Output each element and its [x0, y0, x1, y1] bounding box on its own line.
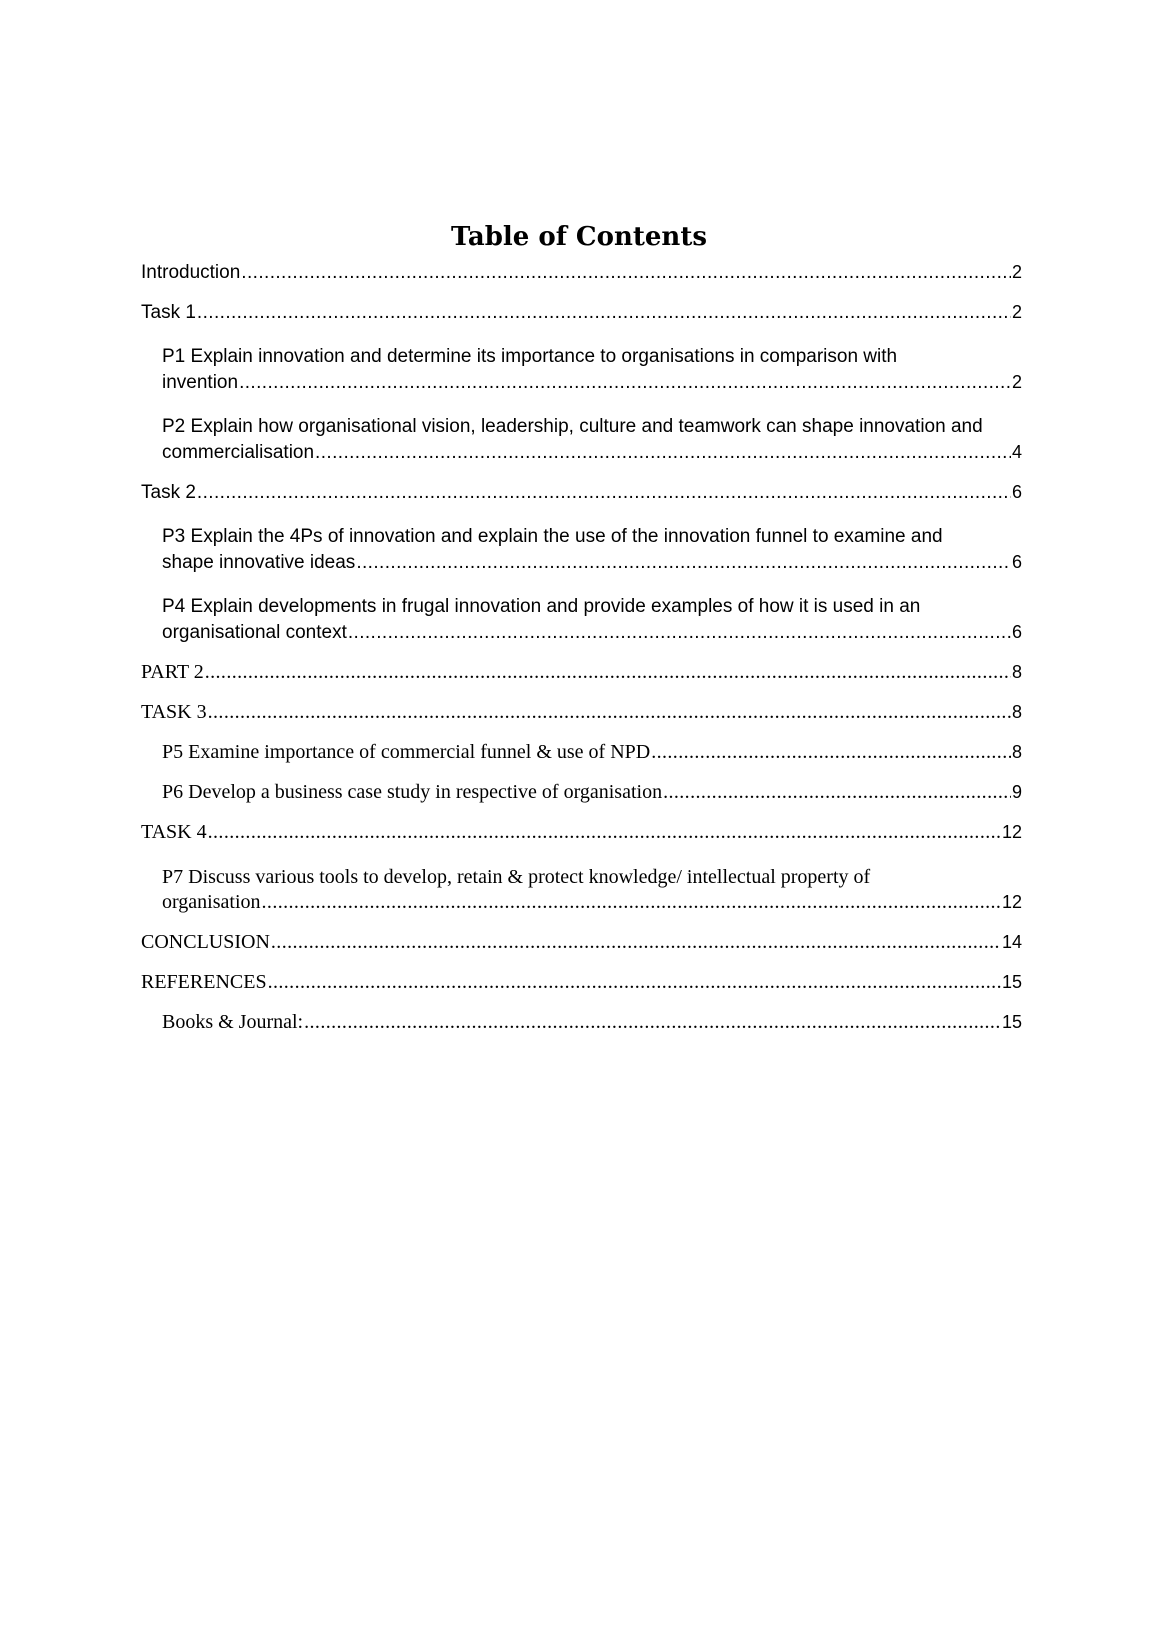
toc-page-number: 2	[1011, 262, 1022, 282]
toc-entry[interactable]	[141, 412, 1022, 462]
toc-entry-label: CONCLUSION	[141, 931, 270, 953]
toc-entry-label: invention	[162, 372, 239, 393]
toc-entry-row	[141, 662, 1022, 682]
toc-page-number: 9	[1011, 782, 1022, 802]
dot-leader	[239, 373, 1011, 393]
toc-entry-label: organisational context	[162, 622, 347, 643]
toc-entry-label: Introduction	[141, 262, 241, 283]
dot-leader	[271, 932, 1001, 952]
toc-entry-row	[141, 482, 1022, 502]
toc-entry-row	[141, 972, 1022, 992]
toc-entry-row	[162, 442, 1022, 462]
toc-entry-label: commercialisation	[162, 442, 315, 463]
dot-leader	[208, 822, 1001, 842]
toc-entry-row	[162, 552, 1022, 572]
dot-leader	[268, 972, 1001, 992]
dot-leader	[651, 742, 1011, 762]
toc-page-number: 6	[1011, 552, 1022, 572]
dot-leader	[304, 1012, 1001, 1032]
toc-entry-row	[162, 892, 1022, 912]
toc-entry[interactable]	[141, 862, 1022, 912]
toc-page-number: 6	[1011, 482, 1022, 502]
dot-leader	[205, 662, 1011, 682]
toc-page-number: 12	[1001, 822, 1022, 842]
toc-entry[interactable]	[141, 932, 1022, 952]
toc-entry[interactable]	[141, 742, 1022, 762]
dot-leader	[348, 623, 1011, 643]
toc-entry-row	[162, 782, 1022, 802]
toc-entry[interactable]	[141, 782, 1022, 802]
toc-entry-label-line: P4 Explain developments in frugal innovation and provide examples of how it is used in an	[162, 596, 921, 617]
toc-entry-label-line: P1 Explain innovation and determine its importance to organisations in comparison with	[162, 346, 898, 367]
toc-page-number: 8	[1011, 702, 1022, 722]
toc-entry-label: Books & Journal:	[162, 1011, 304, 1033]
dot-leader	[241, 263, 1011, 283]
toc-entry-label-line: P7 Discuss various tools to develop, retain & protect knowledge/ intellectual property of	[162, 866, 871, 888]
toc-entry-label: REFERENCES	[141, 971, 267, 993]
toc-page-number: 4	[1011, 442, 1022, 462]
toc-entry-row	[141, 822, 1022, 842]
toc-entry-label: P5 Examine importance of commercial funnel & use of NPD	[162, 741, 651, 763]
toc-title: Table of Contents	[451, 222, 707, 252]
toc-page-number: 14	[1001, 932, 1022, 952]
toc-entry[interactable]	[141, 522, 1022, 572]
dot-leader	[197, 483, 1011, 503]
toc-entry-label-line: P3 Explain the 4Ps of innovation and explain the use of the innovation funnel to examine and	[162, 526, 943, 547]
toc-page-number: 2	[1011, 302, 1022, 322]
toc-page-number: 6	[1011, 622, 1022, 642]
toc-entry-label: P6 Develop a business case study in respective of organisation	[162, 781, 663, 803]
toc-page-number: 15	[1001, 1012, 1022, 1032]
toc-entry[interactable]	[141, 1012, 1022, 1032]
toc-entry[interactable]	[141, 302, 1022, 322]
toc-entry-row	[141, 302, 1022, 322]
toc-entry-row	[141, 262, 1022, 282]
dot-leader	[208, 702, 1011, 722]
toc-page-number: 2	[1011, 372, 1022, 392]
toc-page-number: 15	[1001, 972, 1022, 992]
toc-entry-label: TASK 4	[141, 821, 207, 843]
toc-entry-label: Task 2	[141, 482, 196, 503]
toc-entry-row	[162, 622, 1022, 642]
toc-page-number: 8	[1011, 742, 1022, 762]
toc-entry[interactable]	[141, 342, 1022, 392]
table-of-contents	[141, 262, 1022, 1052]
toc-entry-label: PART 2	[141, 661, 204, 683]
toc-entry[interactable]	[141, 822, 1022, 842]
toc-entry-label: TASK 3	[141, 701, 207, 723]
toc-entry-row	[162, 372, 1022, 392]
toc-entry[interactable]	[141, 972, 1022, 992]
toc-entry-row	[141, 932, 1022, 952]
toc-entry-row	[162, 1012, 1022, 1032]
dot-leader	[663, 782, 1011, 802]
toc-entry-label-line: P2 Explain how organisational vision, leadership, culture and teamwork can shape innovation and	[162, 416, 983, 437]
toc-entry[interactable]	[141, 702, 1022, 722]
toc-page-number: 8	[1011, 662, 1022, 682]
toc-entry-label: Task 1	[141, 302, 196, 323]
toc-entry-row	[162, 742, 1022, 762]
dot-leader	[262, 892, 1001, 912]
toc-entry-row	[141, 702, 1022, 722]
dot-leader	[197, 303, 1011, 323]
toc-entry[interactable]	[141, 262, 1022, 282]
dot-leader	[315, 443, 1011, 463]
toc-entry-label: shape innovative ideas	[162, 552, 356, 573]
toc-entry[interactable]	[141, 592, 1022, 642]
toc-entry[interactable]	[141, 662, 1022, 682]
toc-page-number: 12	[1001, 892, 1022, 912]
toc-entry-label: organisation	[162, 891, 261, 913]
dot-leader	[356, 553, 1011, 573]
toc-entry[interactable]	[141, 482, 1022, 502]
